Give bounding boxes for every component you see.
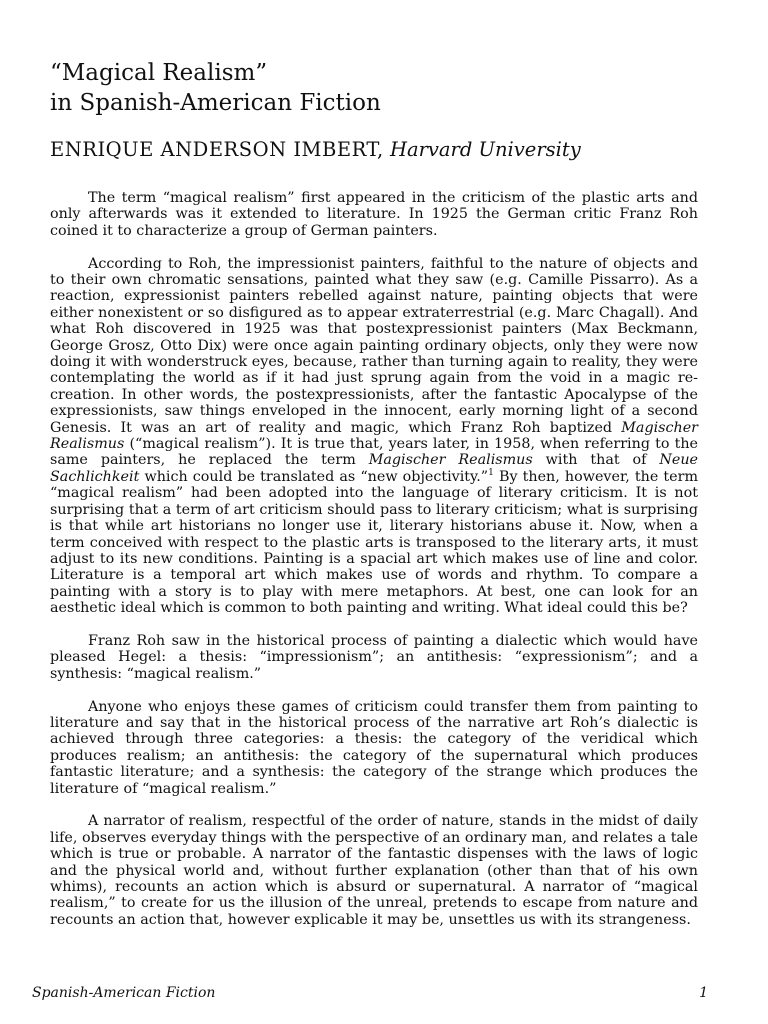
- term-neue-sachlichkeit: Neue Sachlichkeit: [50, 452, 698, 485]
- paragraph-3: Franz Roh saw in the historical process of painting a dialectic which would have pleased Hegel: a thesis: “impressionism”; an antithesis: “expressionism”; and a synthesis: “magical realism.”: [50, 632, 698, 682]
- paragraph-1: The term “magical realism” first appeared in the criticism of the plastic arts and only afterwards was it extended to literature. In 1925 the German critic Franz Roh coined it to characterize a group of German painters.: [50, 190, 698, 239]
- paragraph-2: [50, 256, 698, 617]
- paragraph-2-part-c: with that of: [532, 452, 660, 469]
- author-name: ENRIQUE ANDERSON IMBERT,: [50, 138, 384, 161]
- author-affiliation: Harvard University: [389, 138, 581, 161]
- title-line-2: in Spanish-American Fiction: [50, 90, 381, 116]
- title-line-1: “Magical Realism”: [50, 60, 268, 86]
- page-footer: [32, 984, 708, 1002]
- paragraph-5: A narrator of realism, respectful of the order of nature, stands in the midst of daily life, observes everyday things with the perspective of an ordinary man, and relates a tale which is true or probable. A narrator of the fantastic dispenses with the laws of logic and the physical world and, without further explanation (other than that of his own whims), recounts an action which is absurd or supernatural. A narrator of “magical realism,” to create for us the illusion of the unreal, pretends to escape from nature and recounts an action that, however explicable it may be, unsettles us with its strangeness.: [50, 813, 698, 928]
- byline: [50, 137, 581, 163]
- paragraph-4: Anyone who enjoys these games of criticism could transfer them from painting to literature and say that in the historical process of the narrative art Roh’s dialectic is achieved through three categories: a thesis: the category of the veridical which produces realism; an antithesis: the category of the supernatural which produces fantastic literature; and a synthesis: the category of the strange which produces the literature of “magical realism.”: [50, 698, 698, 797]
- paragraph-2-part-d: which could be translated as “new objectivity.”: [139, 468, 489, 485]
- term-magischer-realismus-2: Magischer Realismus: [368, 452, 533, 469]
- page-number: 1: [699, 985, 708, 1001]
- paragraph-2-part-e: By then, however, the term “magical realism” had been adopted into the language of literary criticism. It is not surprising that a term of art criticism should pass to literary criticism; what is surprising is that while art historians no longer use it, literary historians abuse it. Now, when a term conceived with respect to the plastic arts is transposed to the literary arts, it must adjust to its new conditions. Painting is a spacial art which makes use of line and color. Literature is a temporal art which makes use of words and rhythm. To compare a painting with a story is to play with mere metaphors. At best, one can look for an aesthetic ideal which is common to both painting and writing. What ideal could this be?: [50, 468, 698, 617]
- article-title: [50, 58, 381, 118]
- footnote-ref[interactable]: 1: [488, 468, 494, 479]
- paragraph-2-part-a: According to Roh, the impressionist painters, faithful to the nature of objects and to their own chromatic sensations, painted what they saw (e.g. Camille Pissarro). As a reaction, expressionist painters rebelled against nature, painting objects that were either nonexistent or so disfigured as to appear extraterrestrial (e.g. Marc Chagall). And what Roh discovered in 1925 was that postexpressionist painters (Max Beckmann, George Grosz, Otto Dix) were once again painting ordinary objects, only they were now doing it with wonderstruck eyes, because, rather than turning again to reality, they were contemplating the world as if it had just sprung again from the void in a magic re-creation. In other words, the postexpressionists, after the fantastic Apocalypse of the expressionists, saw things enveloped in the innocent, early morning light of a second Genesis. It was an art of reality and magic, which Franz Roh baptized: [50, 255, 698, 436]
- paragraph-2-part-b: (“magical realism”). It is true that, years later, in 1958, when referring to the same painters, he replaced the term: [50, 436, 698, 469]
- term-magischer-realismus: Magischer Realismus: [50, 419, 699, 453]
- article-body: [50, 190, 698, 945]
- running-title: Spanish-American Fiction: [32, 985, 216, 1001]
